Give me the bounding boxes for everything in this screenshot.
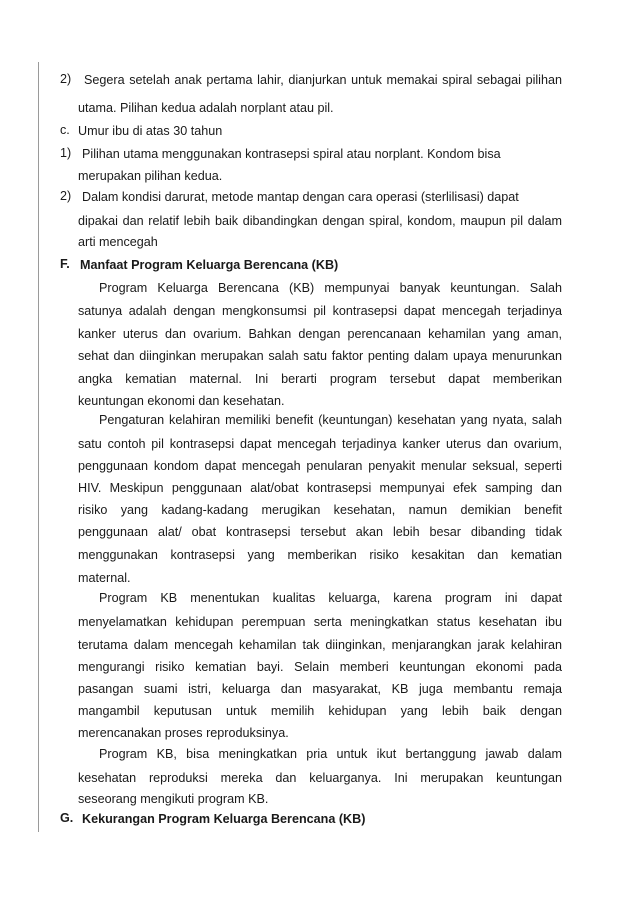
list-item-text: Segera setelah anak pertama lahir, dianjurkan untuk memakai spiral sebagai pilihan — [84, 73, 562, 87]
paragraph-line: risiko yang kadang-kadang merugikan kesehatan, namun demikian benefit — [78, 503, 562, 517]
section-heading: Kekurangan Program Keluarga Berencana (KB) — [82, 812, 366, 826]
paragraph-line: seseorang mengikuti program KB. — [78, 792, 269, 806]
section-label: G. — [60, 811, 74, 825]
paragraph-line: sehat dan diinginkan merupakan salah satu faktor penting dalam upaya menurunkan — [78, 349, 562, 363]
paragraph-line: kanker uterus dan ovarium. Bahkan dengan perencanaan kehamilan yang aman, — [78, 327, 562, 341]
list-item-text: Pilihan utama menggunakan kontrasepsi spiral atau norplant. Kondom bisa — [82, 147, 501, 161]
left-margin-rule — [38, 62, 39, 832]
list-label: c. — [60, 123, 70, 137]
paragraph-line: Program KB menentukan kualitas keluarga, karena program ini dapat — [99, 591, 562, 605]
paragraph-line: Program KB, bisa meningkatkan pria untuk ikut bertanggung jawab dalam — [99, 747, 562, 761]
list-number: 1) — [60, 146, 72, 160]
list-item-text: Umur ibu di atas 30 tahun — [78, 124, 223, 138]
list-number: 2) — [60, 72, 72, 86]
paragraph-line: menggunakan kontrasepsi yang memberikan risiko kesakitan dan kematian — [78, 548, 562, 562]
paragraph-line: menyelamatkan kehidupan perempuan serta meningkatkan status kesehatan ibu — [78, 615, 562, 629]
section-label: F. — [60, 257, 70, 271]
paragraph-line: maternal. — [78, 571, 131, 585]
list-item-text: dipakai dan relatif lebih baik dibandingkan dengan spiral, kondom, maupun pil dalam — [78, 214, 562, 228]
section-heading: Manfaat Program Keluarga Berencana (KB) — [80, 258, 339, 272]
list-item-text: merupakan pilihan kedua. — [78, 169, 223, 183]
paragraph-line: merencanakan proses reproduksinya. — [78, 726, 289, 740]
paragraph-line: mengurangi risiko kematian bayi. Selain memberi keuntungan ekonomi pada — [78, 660, 562, 674]
paragraph-line: angka kematian maternal. Ini berarti program tersebut dapat memberikan — [78, 372, 562, 386]
paragraph-line: kesehatan reproduksi mereka dan keluarganya. Ini merupakan keuntungan — [78, 771, 562, 785]
paragraph-line: satunya adalah dengan mengkonsumsi pil kontrasepsi dapat mencegah terjadinya — [78, 304, 562, 318]
list-item-text: arti mencegah — [78, 235, 158, 249]
paragraph-line: mangambil keputusan untuk memilih kehidupan yang lebih baik dengan — [78, 704, 562, 718]
list-number: 2) — [60, 189, 72, 203]
paragraph-line: keuntungan ekonomi dan kesehatan. — [78, 394, 285, 408]
paragraph-line: HIV. Meskipun penggunaan alat/obat kontrasepsi mempunyai efek samping dan — [78, 481, 562, 495]
paragraph-line: Program Keluarga Berencana (KB) mempunyai banyak keuntungan. Salah — [99, 281, 562, 295]
paragraph-line: penggunaan kondom dapat mencegah penularan penyakit menular seksual, seperti — [78, 459, 562, 473]
list-item-text: Dalam kondisi darurat, metode mantap dengan cara operasi (sterlilisasi) dapat — [82, 190, 519, 204]
paragraph-line: satu contoh pil kontrasepsi dapat mencegah terjadinya kanker uterus dan ovarium, — [78, 437, 562, 451]
paragraph-line: terutama dalam mencegah kehamilan tak diinginkan, menjarangkan jarak kelahiran — [78, 638, 562, 652]
paragraph-line: Pengaturan kelahiran memiliki benefit (keuntungan) kesehatan yang nyata, salah — [99, 413, 562, 427]
list-item-text: utama. Pilihan kedua adalah norplant atau pil. — [78, 101, 334, 115]
paragraph-line: pasangan suami istri, keluarga dan masyarakat, KB juga membantu remaja — [78, 682, 562, 696]
paragraph-line: penggunaan alat/ obat kontrasepsi tersebut akan lebih besar dibanding tidak — [78, 525, 562, 539]
